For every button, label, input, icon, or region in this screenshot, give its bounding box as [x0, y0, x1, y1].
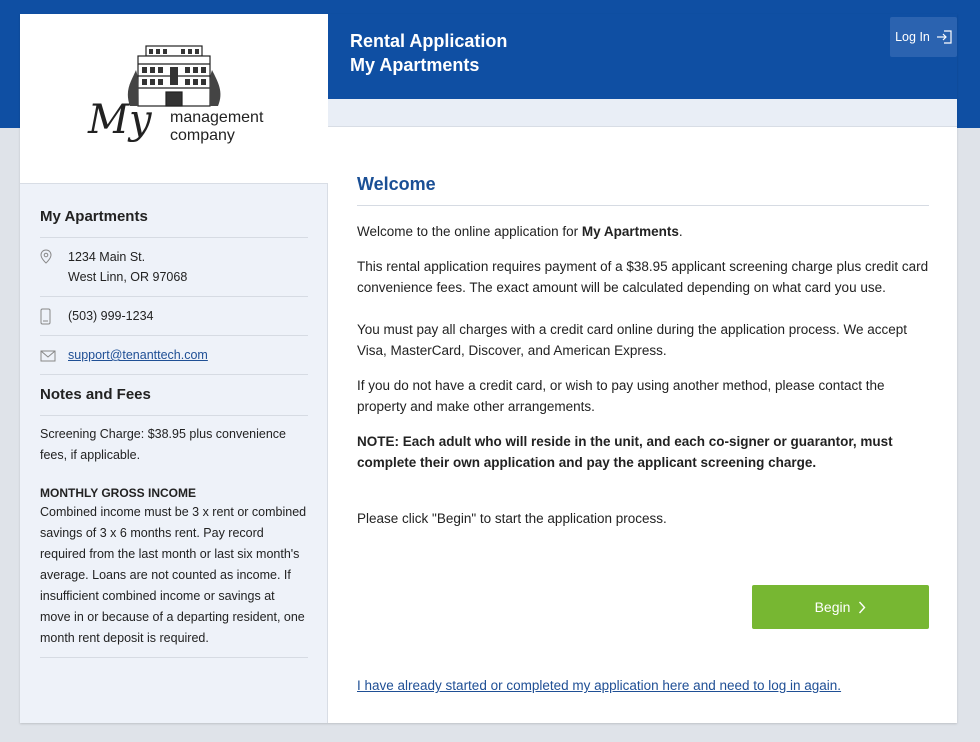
application-card — [20, 14, 957, 723]
header-title-line1: Rental Application — [350, 31, 508, 51]
logo-line2: company — [170, 127, 235, 144]
logo-script-text: My — [88, 97, 152, 143]
company-logo — [20, 14, 328, 184]
address-line2: West Linn, OR 97068 — [68, 270, 188, 284]
note-paragraph: NOTE: Each adult who will reside in the unit, and each co-signer or guarantor, must complete their own application and pay the applicant screening charge. — [357, 434, 893, 470]
phone-icon — [40, 306, 68, 325]
logo-company-text — [170, 109, 263, 145]
header-title-line2: My Apartments — [350, 55, 480, 75]
notes-title: Notes and Fees — [40, 386, 308, 416]
phone-number: (503) 999-1234 — [68, 309, 154, 323]
fee-paragraph: This rental application requires payment of a $38.95 applicant screening charge plus credit card convenience fees. The exact amount will be calculated depending on what card you use. — [357, 259, 929, 295]
relogin-link[interactable]: I have already started or completed my application here and need to log in again. — [357, 678, 842, 693]
envelope-icon — [40, 345, 68, 362]
begin-label: Begin — [814, 599, 851, 615]
intro-property-name: My Apartments — [581, 224, 679, 239]
welcome-title: Welcome — [357, 174, 929, 206]
main-content — [357, 174, 929, 693]
income-heading: MONTHLY GROSS INCOME — [40, 486, 197, 500]
intro-paragraph — [357, 221, 929, 242]
sidebar — [20, 14, 328, 723]
app-header — [328, 14, 957, 99]
screening-note: Screening Charge: $38.95 plus convenience fees, if applicable. — [40, 427, 287, 462]
notes-section — [40, 386, 308, 658]
login-icon — [936, 30, 952, 44]
property-name: My Apartments — [40, 208, 308, 238]
begin-instruction: Please click "Begin" to start the application process. — [357, 511, 667, 526]
intro-prefix: Welcome to the online application for — [357, 224, 582, 239]
login-button[interactable] — [890, 17, 957, 57]
payment-paragraph: You must pay all charges with a credit card online during the application process. We accept Visa, MasterCard, Discover, and American Express. — [357, 322, 908, 358]
property-info — [40, 208, 308, 375]
alternate-payment-paragraph: If you do not have a credit card, or wish to pay using another method, please contact the property and make other arrangements. — [357, 378, 885, 414]
chevron-right-icon — [858, 601, 866, 614]
address-row — [40, 238, 308, 297]
header-title — [350, 29, 507, 77]
income-text: Combined income must be 3 x rent or combined savings of 3 x 6 months rent. Pay record required from the last month or last six month's average. Loans are not counted as income. If insufficient combined income or savings at move in or because of a departing resident, one month rent deposit is required. — [40, 502, 308, 658]
email-link[interactable]: support@tenanttech.com — [68, 348, 208, 362]
email-row — [40, 336, 308, 375]
header-subbar — [328, 99, 957, 127]
intro-suffix: . — [678, 224, 683, 239]
begin-button[interactable] — [752, 585, 929, 629]
login-label: Log In — [895, 30, 930, 44]
phone-row — [40, 297, 308, 336]
map-pin-icon — [40, 247, 68, 264]
logo-line1: management — [170, 109, 264, 126]
address-line1: 1234 Main St. — [68, 250, 146, 264]
